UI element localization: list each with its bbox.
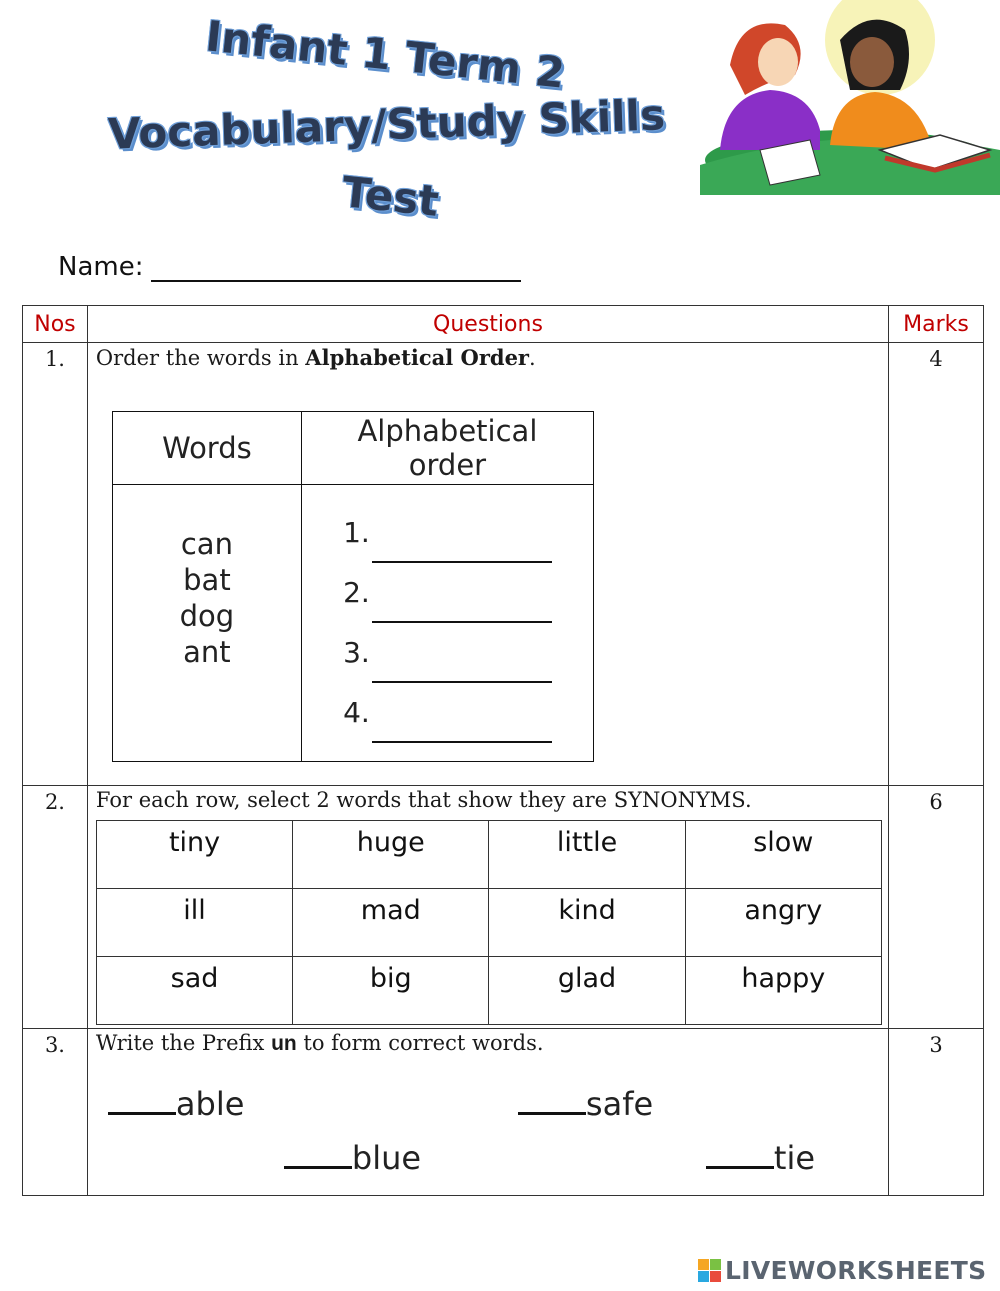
order-line-2: 2.: [302, 563, 593, 623]
logo-block: [710, 1259, 721, 1270]
question-marks: 3: [889, 1029, 984, 1196]
table-header-row: [23, 306, 984, 343]
synonym-row: [96, 889, 881, 957]
synonym-option[interactable]: slow: [685, 821, 881, 889]
question-3: [87, 1029, 888, 1196]
name-label: Name:: [58, 252, 144, 282]
order-line-1: 1.: [302, 503, 593, 563]
synonym-option[interactable]: little: [489, 821, 685, 889]
questions-table: [22, 305, 984, 1196]
synonym-row: [96, 821, 881, 889]
logo-block: [698, 1271, 709, 1282]
header-nos: Nos: [23, 306, 88, 343]
q2-text: For each row, select 2 words that show they are SYNONYMS.: [95, 788, 752, 812]
synonym-option[interactable]: kind: [489, 889, 685, 957]
prefix-blank[interactable]: [518, 1086, 586, 1115]
synonym-grid: [96, 820, 882, 1025]
word-item: bat: [183, 563, 231, 597]
liveworksheets-logo[interactable]: [698, 1256, 986, 1285]
answer-blank[interactable]: [372, 637, 552, 683]
header-marks: Marks: [889, 306, 984, 343]
prefix-word: tie: [706, 1139, 815, 1177]
question-number: 3.: [23, 1029, 88, 1196]
prefix-blank[interactable]: [706, 1140, 774, 1169]
synonym-option[interactable]: big: [293, 957, 489, 1025]
synonym-option[interactable]: angry: [685, 889, 881, 957]
name-field: [58, 252, 521, 282]
word-list: [112, 485, 301, 762]
q3-text: Write the Prefix un to form correct words.: [95, 1031, 544, 1055]
logo-text: LIVEWORKSHEETS: [725, 1256, 987, 1285]
synonym-option[interactable]: ill: [96, 889, 292, 957]
logo-block: [698, 1259, 709, 1270]
answer-blank[interactable]: [372, 697, 552, 743]
two-students-reading-icon: [700, 0, 1000, 195]
q1-text: Order the words in Alphabetical Order.: [95, 345, 536, 370]
logo-blocks-icon: [698, 1259, 721, 1282]
words-column-header: Words: [112, 412, 301, 485]
synonym-option[interactable]: tiny: [96, 821, 292, 889]
synonym-row: [96, 957, 881, 1025]
prefix-word: safe: [518, 1085, 653, 1123]
prefix-word: able: [108, 1085, 245, 1123]
synonym-option[interactable]: huge: [293, 821, 489, 889]
synonym-option[interactable]: mad: [293, 889, 489, 957]
alphabetical-order-table: [112, 411, 594, 762]
question-marks: 4: [889, 343, 984, 786]
header-questions: Questions: [87, 306, 888, 343]
question-number: 1.: [23, 343, 88, 786]
word-item: ant: [183, 635, 231, 669]
order-answers: [301, 485, 593, 762]
answer-blank[interactable]: [372, 517, 552, 563]
synonym-option[interactable]: glad: [489, 957, 685, 1025]
question-row-2: [23, 786, 984, 1029]
answer-blank[interactable]: [372, 577, 552, 623]
title-line-1: Infant 1 Term 2: [203, 11, 568, 98]
logo-block: [710, 1271, 721, 1282]
order-line-4: 4.: [302, 683, 593, 743]
question-2: [87, 786, 888, 1029]
question-row-3: [23, 1029, 984, 1196]
alphabetical-order-column-header: Alphabetical order: [301, 412, 593, 485]
prefix-word: blue: [284, 1139, 421, 1177]
word-item: can: [180, 527, 233, 561]
question-marks: 6: [889, 786, 984, 1029]
prefix-blank[interactable]: [108, 1086, 176, 1115]
question-row-1: [23, 343, 984, 786]
prefix-blank[interactable]: [284, 1140, 352, 1169]
name-input[interactable]: [151, 256, 521, 282]
order-line-3: 3.: [302, 623, 593, 683]
question-1: [87, 343, 888, 786]
prefix-un: un: [271, 1032, 297, 1055]
synonym-option[interactable]: happy: [685, 957, 881, 1025]
word-item: dog: [179, 599, 235, 633]
title-line-3: Test: [339, 167, 441, 226]
title-line-2: Vocabulary/Study Skills: [107, 90, 666, 159]
question-number: 2.: [23, 786, 88, 1029]
synonym-option[interactable]: sad: [96, 957, 292, 1025]
